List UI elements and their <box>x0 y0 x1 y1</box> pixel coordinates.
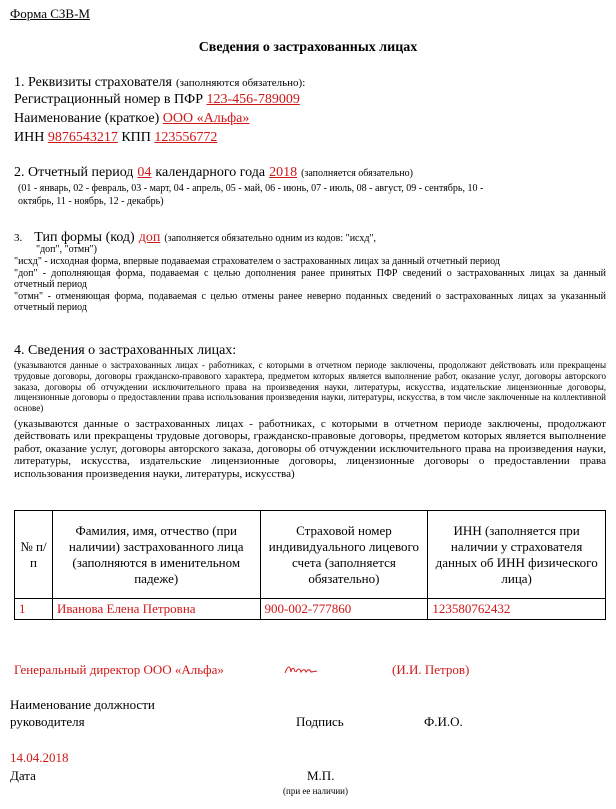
section1-heading: 1. Реквизиты страхователя <box>14 75 172 90</box>
table-header-row <box>15 511 606 599</box>
header-snils: Страховой номер индивидуального лицевого счета (заполняется обязательно) <box>260 511 428 599</box>
insurer-name-row <box>14 111 249 127</box>
form-type-code-descriptions <box>14 256 606 314</box>
form-type-note-line2: "доп", "отмн") <box>36 244 98 255</box>
section1-note: (заполняются обязательно): <box>176 77 306 89</box>
form-type-desc-dop: "доп" - дополняющая форма, подаваемая с целью дополнения ранее принятых ПФР сведений о застрахованных лицах за данный отчетный период <box>14 267 606 290</box>
reporting-period-label: 2. Отчетный период <box>14 165 134 180</box>
header-full-name: Фамилия, имя, отчество (при наличии) застрахованного лица (заполняются в именительном падеже) <box>52 511 260 599</box>
table-row <box>15 599 606 620</box>
director-fio-value: (И.И. Петров) <box>392 662 470 677</box>
form-type-label: Тип формы (код) <box>34 230 135 245</box>
reporting-period-value: 04 <box>137 165 152 180</box>
signature-image <box>284 663 318 680</box>
months-legend-line1: (01 - январь, 02 - февраль, 03 - март, 04 - апрель, 05 - май, 06 - июнь, 07 - июль, 08 - август, 09 - сентябрь, 10 - <box>18 183 484 194</box>
insurer-name-label: Наименование (краткое) <box>14 111 160 126</box>
kpp-label: КПП <box>121 130 151 145</box>
section3-number: 3. <box>14 232 23 244</box>
director-position-value: Генеральный директор ООО «Альфа» <box>14 662 224 677</box>
form-type-desc-ishd: "исхд" - исходная форма, впервые подаваемая страхователем о застрахованных лицах за данный отчетный период <box>14 256 500 267</box>
cell-inn: 123580762432 <box>428 599 606 620</box>
form-label: Форма СЗВ-М <box>10 6 90 21</box>
header-inn: ИНН (заполняется при наличии у страхователя данных об ИНН физического лица) <box>428 511 606 599</box>
document-title: Сведения о застрахованных лицах <box>198 40 418 55</box>
inn-label: ИНН <box>14 130 45 145</box>
kpp-value: 123556772 <box>154 130 218 145</box>
stamp-label: М.П. <box>307 768 335 783</box>
cell-full-name: Иванова Елена Петровна <box>52 599 260 620</box>
reg-number-label: Регистрационный номер в ПФР <box>14 92 203 107</box>
insured-persons-table <box>14 510 606 620</box>
cell-number: 1 <box>15 599 53 620</box>
position-label-line1: Наименование должности <box>10 697 155 712</box>
reg-number-row <box>14 92 300 108</box>
signature-scribble <box>284 663 318 677</box>
inn-kpp-row <box>14 130 217 146</box>
reg-number-value: 123-456-789009 <box>206 92 300 107</box>
cell-snils: 900-002-777860 <box>260 599 428 620</box>
reporting-period-note: (заполняется обязательно) <box>301 168 413 179</box>
date-value: 14.04.2018 <box>10 750 69 765</box>
stamp-note: (при ее наличии) <box>283 786 348 796</box>
section4-note-large: (указываются данные о застрахованных лицах - работниках, с которыми в отчетном периоде заключены, продолжают действовать или прекращены трудовые договоры, гражданско-правовые договоры, предметом которых является выполнение работ, оказание услуг, договоры авторского заказа, договоры об отчуждении исключительного права на произведения науки, литературы, искусства, издательские лицензионные договоры, лицензионные договоры о предоставлении права использования произведения науки, литературы, искусства) <box>14 418 606 480</box>
position-label-line2: руководителя <box>10 714 85 729</box>
months-legend-line2: октябрь, 11 - ноябрь, 12 - декабрь) <box>18 196 164 207</box>
header-number: № п/п <box>15 511 53 599</box>
section1-heading-row <box>14 73 305 91</box>
calendar-year-label: календарного года <box>155 165 266 180</box>
date-label: Дата <box>10 768 36 783</box>
section4-note-small: (указываются данные о застрахованных лицах - работниках, с которыми в отчетном периоде заключены, продолжают действовать или прекращены трудовые договоры, договоры гражданско-правового характера, предметом которых является выполнение работ, оказание услуг, договоры авторского заказа, договоры об отчуждении исключительного права на произведения науки, литературы, искусства, издательские лицензионные договоры, лицензионные договоры о предоставлении права использования произведения науки, литературы, искусства, в том числе заключенные на коллективной основе) <box>14 360 606 414</box>
section4-heading: 4. Сведения о застрахованных лицах: <box>14 343 237 358</box>
reporting-period-row <box>14 163 413 181</box>
fio-label: Ф.И.О. <box>424 714 463 729</box>
form-type-note-line1: (заполняется обязательно одним из кодов: "исхд", <box>164 233 377 244</box>
signature-label: Подпись <box>296 714 344 729</box>
insurer-name-value: ООО «Альфа» <box>162 111 250 126</box>
calendar-year-value: 2018 <box>269 165 298 180</box>
form-type-value: доп <box>138 230 161 245</box>
form-type-desc-otmn: "отмн" - отменяющая форма, подаваемая с целью отмены ранее неверно поданных сведений о застрахованных лицах за указанный отчетный период <box>14 290 606 313</box>
inn-value: 9876543217 <box>47 130 118 145</box>
